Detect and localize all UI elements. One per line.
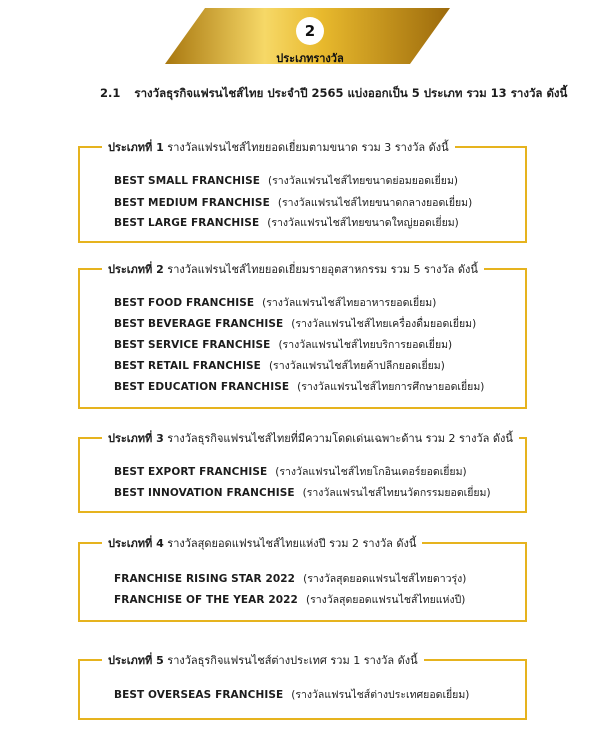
award-item bbox=[114, 214, 459, 231]
award-name-th: (รางวัลแฟรนไชส์ไทยเครื่องดื่มยอดเยี่ยม) bbox=[291, 318, 477, 330]
section-banner bbox=[0, 0, 616, 80]
award-item bbox=[114, 294, 436, 311]
subsection-text: รางวัลธุรกิจแฟรนไชส์ไทย ประจำปี 2565 แบ่งออกเป็น 5 ประเภท รวม 13 รางวัล ดังนี้ bbox=[134, 86, 568, 100]
category-title bbox=[102, 534, 422, 552]
category-label: ประเภทที่ 3 bbox=[108, 432, 164, 445]
award-name-th: (รางวัลแฟรนไชส์ไทยขนาดกลางยอดเยี่ยม) bbox=[277, 197, 473, 209]
category-desc: รางวัลแฟรนไชส์ไทยยอดเยี่ยมรายอุตสาหกรรม รวม 5 รางวัล ดังนี้ bbox=[167, 263, 478, 276]
award-name-th: (รางวัลแฟรนไชส์ไทยขนาดย่อมยอดเยี่ยม) bbox=[268, 175, 458, 187]
award-name-en: BEST INNOVATION FRANCHISE bbox=[114, 487, 295, 499]
award-name-en: BEST SMALL FRANCHISE bbox=[114, 175, 261, 187]
category-desc: รางวัลธุรกิจแฟรนไชส์ไทยที่มีความโดดเด่นเฉพาะด้าน รวม 2 รางวัล ดังนี้ bbox=[167, 432, 513, 445]
subsection-number: 2.1 bbox=[100, 86, 121, 100]
award-name-th: (รางวัลแฟรนไชส์ไทยบริการยอดเยี่ยม) bbox=[278, 339, 453, 351]
award-item bbox=[114, 378, 484, 395]
award-item bbox=[114, 686, 469, 703]
category-title bbox=[102, 260, 484, 278]
award-name-th: (รางวัลแฟรนไชส์ไทยนวัตกรรมยอดเยี่ยม) bbox=[302, 487, 491, 499]
award-item bbox=[114, 570, 466, 587]
category-box-2 bbox=[78, 263, 527, 409]
award-name-th: (รางวัลแฟรนไชส์ไทยอาหารยอดเยี่ยม) bbox=[262, 297, 437, 309]
category-title bbox=[102, 429, 519, 447]
award-name-en: BEST BEVERAGE FRANCHISE bbox=[114, 318, 284, 330]
award-name-en: BEST MEDIUM FRANCHISE bbox=[114, 197, 270, 209]
award-name-en: BEST LARGE FRANCHISE bbox=[114, 217, 260, 229]
category-title bbox=[102, 138, 455, 156]
award-name-en: BEST RETAIL FRANCHISE bbox=[114, 360, 261, 372]
award-name-en: BEST FOOD FRANCHISE bbox=[114, 297, 255, 309]
award-item bbox=[114, 194, 472, 211]
section-number-badge: 2 bbox=[296, 17, 324, 45]
award-item bbox=[114, 315, 476, 332]
award-name-th: (รางวัลสุดยอดแฟรนไชส์ไทยแห่งปี) bbox=[305, 594, 466, 606]
award-name-th: (รางวัลสุดยอดแฟรนไชส์ไทยดาวรุ่ง) bbox=[303, 573, 467, 585]
award-name-th: (รางวัลแฟรนไชส์ไทยขนาดใหญ่ยอดเยี่ยม) bbox=[267, 217, 459, 229]
award-name-en: BEST EXPORT FRANCHISE bbox=[114, 466, 268, 478]
category-desc: รางวัลธุรกิจแฟรนไชส์ต่างประเทศ รวม 1 รางวัล ดังนี้ bbox=[167, 654, 418, 667]
category-desc: รางวัลแฟรนไชส์ไทยยอดเยี่ยมตามขนาด รวม 3 รางวัล ดังนี้ bbox=[167, 141, 449, 154]
category-box-4 bbox=[78, 537, 527, 622]
category-label: ประเภทที่ 2 bbox=[108, 263, 164, 276]
category-box-1 bbox=[78, 141, 527, 243]
award-name-en: BEST SERVICE FRANCHISE bbox=[114, 339, 271, 351]
category-label: ประเภทที่ 1 bbox=[108, 141, 164, 154]
award-item bbox=[114, 591, 465, 608]
category-label: ประเภทที่ 4 bbox=[108, 537, 164, 550]
award-item bbox=[114, 336, 452, 353]
category-label: ประเภทที่ 5 bbox=[108, 654, 164, 667]
award-name-th: (รางวัลแฟรนไชส์ไทยการศึกษายอดเยี่ยม) bbox=[297, 381, 485, 393]
award-item bbox=[114, 463, 467, 480]
subsection-heading bbox=[100, 85, 567, 103]
category-box-3 bbox=[78, 432, 527, 513]
award-name-en: BEST OVERSEAS FRANCHISE bbox=[114, 689, 284, 701]
award-name-th: (รางวัลแฟรนไชส์ไทยค้าปลีกยอดเยี่ยม) bbox=[268, 360, 445, 372]
award-item bbox=[114, 172, 458, 189]
award-name-en: BEST EDUCATION FRANCHISE bbox=[114, 381, 290, 393]
category-desc: รางวัลสุดยอดแฟรนไชส์ไทยแห่งปี รวม 2 รางวัล ดังนี้ bbox=[167, 537, 417, 550]
award-name-en: FRANCHISE OF THE YEAR 2022 bbox=[114, 594, 298, 606]
award-name-en: FRANCHISE RISING STAR 2022 bbox=[114, 573, 296, 585]
category-box-5 bbox=[78, 654, 527, 720]
category-title bbox=[102, 651, 424, 669]
section-title: ประเภทรางวัล bbox=[276, 52, 344, 65]
award-item bbox=[114, 357, 445, 374]
award-name-th: (รางวัลแฟรนไชส์ต่างประเทศยอดเยี่ยม) bbox=[291, 689, 470, 701]
award-item bbox=[114, 484, 491, 501]
award-name-th: (รางวัลแฟรนไชส์ไทยโกอินเตอร์ยอดเยี่ยม) bbox=[275, 466, 467, 478]
